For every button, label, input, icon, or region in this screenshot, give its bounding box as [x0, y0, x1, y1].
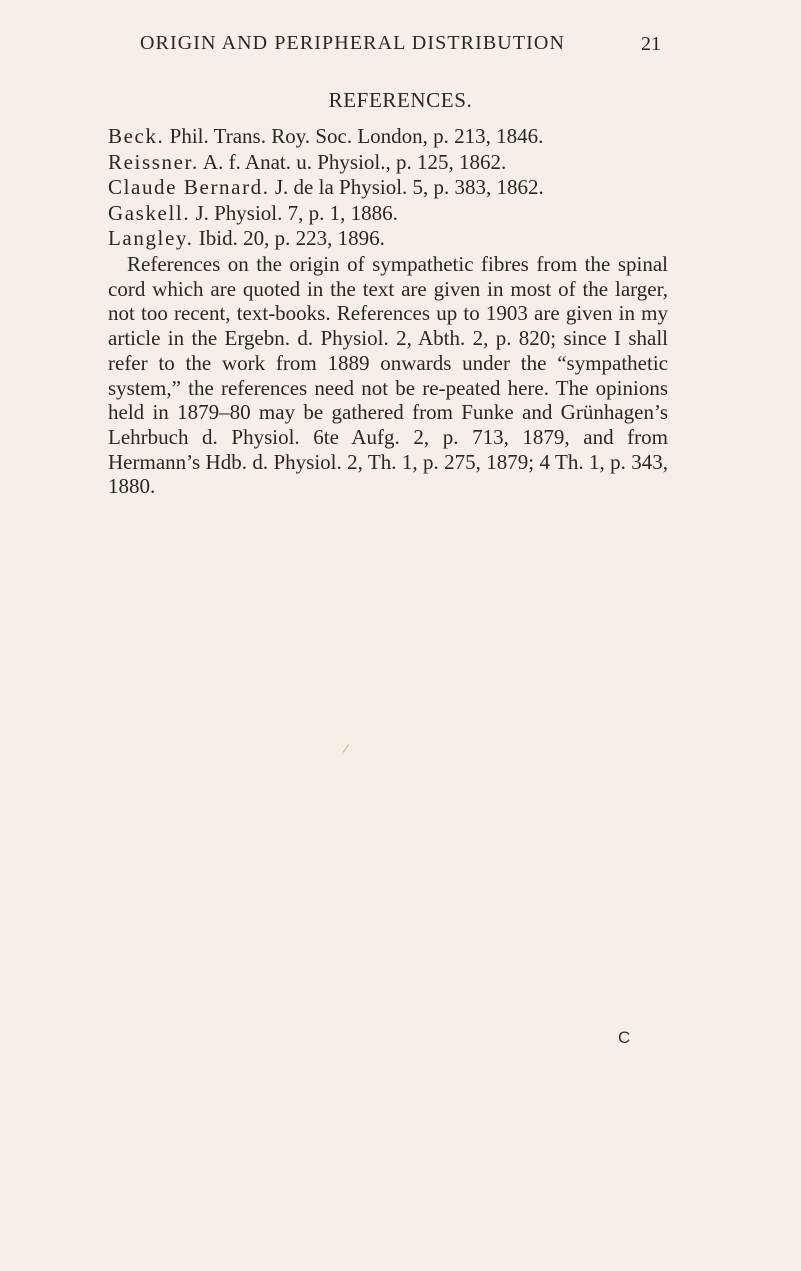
reference-author: Gaskell. [108, 200, 191, 225]
reference-item [108, 150, 668, 176]
running-head: ORIGIN AND PERIPHERAL DISTRIBUTION [140, 32, 565, 54]
section-heading: REFERENCES. [328, 88, 473, 112]
body-paragraph: References on the origin of sympathetic fibres from the spinal cord which are quoted in the text are given in most of the larger, not too recent, text-books. References up to 1903 are given in my article in the Ergebn. d. Physiol. 2, Abth. 2, p. 820; since I shall refer to the work from 1889 onwards under the “sympathetic system,” the references need not be re-peated here. The opinions held in 1879–80 may be gathered from Funke and Grünhagen’s Lehrbuch d. Physiol. 6te Aufg. 2, p. 713, 1879, and from Hermann’s Hdb. d. Physiol. 2, Th. 1, p. 275, 1879; 4 Th. 1, p. 343, 1880. [108, 252, 668, 499]
reference-item [108, 124, 668, 150]
reference-item [108, 201, 668, 227]
signature-mark: C [618, 1028, 631, 1047]
reference-author: Claude Bernard. [108, 175, 270, 199]
stray-pencil-mark [343, 744, 354, 756]
reference-list [108, 124, 668, 252]
reference-citation: Phil. Trans. Roy. Soc. London, p. 213, 1846. [169, 124, 544, 148]
page-number: 21 [641, 33, 661, 55]
reference-author: Reissner. [108, 149, 199, 174]
reference-item [108, 175, 668, 201]
reference-citation: A. f. Anat. u. Physiol., p. 125, 1862. [202, 149, 507, 174]
reference-citation: J. de la Physiol. 5, p. 383, 1862. [274, 175, 544, 199]
reference-author: Beck. [108, 124, 165, 148]
reference-citation: J. Physiol. 7, p. 1, 1886. [195, 200, 398, 225]
reference-author: Langley. [108, 226, 194, 250]
reference-item [108, 226, 668, 252]
reference-citation: Ibid. 20, p. 223, 1896. [198, 226, 385, 250]
